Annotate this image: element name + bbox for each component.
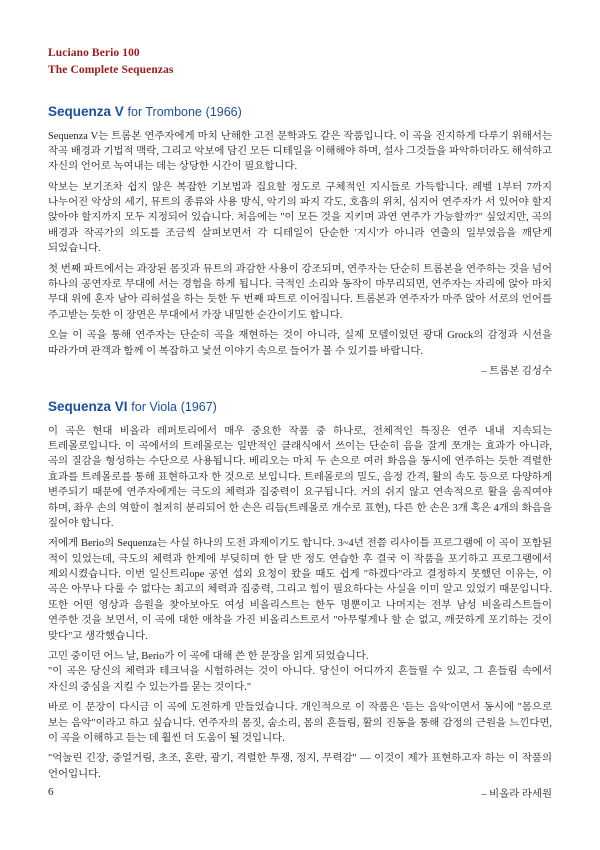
section-title-main: Sequenza VI <box>48 399 128 415</box>
paragraph: 이 곡은 현대 비올라 레퍼토리에서 매우 중요한 작품 중 하나로, 전체적인 특징은 연주 내내 지속되는 트레몰로입니다. 이 곡에서의 트레몰로는 일반적인 클래식에서 쓰이는 단순히 음을 잘게 쪼개는 효과가 아니라, 곡의 질감을 형성하는 수단으로 사용됩니다. 베리오는 마치 두 손으로 여러 화음을 동시에 연주하는 듯한 격렬한 효과를 트레몰로를 통해 표현하고자 한 것으로 보입니다. 트레몰로의 밀도, 음정 간격, 활의 속도 등으로 다양하게 변주되기 때문에 연주자에게는 극도의 체력과 집중력이 요구됩니다. 거의 쉬지 않고 연속적으로 활을 움직여야 하며, 좌우 손의 역할이 철저히 분리되어 한 손은 리듬(트레몰로 개수로 표현), 다른 한 손은 3개 혹은 4개의 화음을 짚어야 합니다. <box>48 425 552 529</box>
section-title-sub: for Trombone <box>127 105 202 120</box>
quote-block: "억눌린 긴장, 중얼거림, 초조, 혼란, 광기, 격렬한 투쟁, 정지, 무력감" — 이것이 제가 표현하고자 하는 이 작품의 언어입니다. <box>48 753 552 780</box>
quote-block: "이 곡은 당신의 체력과 테크닉을 시험하려는 것이 아니다. 당신이 어디까지 흔들릴 수 있고, 그 흔들림 속에서 자신의 중심을 지킬 수 있는가를 묻는 것이다." <box>48 666 552 693</box>
section-title-main: Sequenza V <box>48 104 124 120</box>
section-signature: – 비올라 라세원 <box>481 789 552 801</box>
section-title-sequenza-vi <box>48 399 552 415</box>
section-signature: – 트롬본 김성수 <box>481 366 552 377</box>
section-title-year: (1967) <box>180 400 217 415</box>
section-sequenza-vi <box>48 399 552 802</box>
paragraph: Sequenza V는 트롬본 연주자에게 마치 난해한 고전 문학과도 같은 작품입니다. 이 곡을 진지하게 다루기 위해서는 작곡 배경과 기법적 맥락, 그리고 악보에 담긴 모든 디테일을 이해해야 하며, 설사 그것들을 파악하더라도 해석하고 자신의 언어로 녹여내는 데는 상당한 시간이 필요합니다. <box>48 130 552 173</box>
section-sequenza-v <box>48 104 552 379</box>
section-spacer <box>48 383 552 399</box>
paragraph: 고민 중이던 어느 날, Berio가 이 곡에 대해 쓴 한 문장을 읽게 되었습니다. <box>48 651 369 663</box>
paragraph: 바로 이 문장이 다시금 이 곡에 도전하게 만들었습니다. 개인적으로 이 작품은 '듣는 음악'이면서 동시에 "몸으로 보는 음악"이라고 하고 싶습니다. 연주자의 몸짓, 숨소리, 몸의 흔들림, 활의 진동을 통해 감정의 근원을 느낀다면, 이 곡을 이해하고 듣는 데 훨씬 더 도움이 될 것입니다. <box>48 702 552 744</box>
paragraph: 저에게 Berio의 Sequenza는 사실 하나의 도전 과제이기도 합니다. 3~4년 전쯤 리사이틀 프로그램에 이 곡이 포함된 적이 있었는데, 극도의 체력과 한계에 부딪히며 한 달 반 정도 연습한 후 결국 이 작품을 포기하고 프로그램에서 제외시켰습니다. 이번 일신트리оре 공연 섭외 요청이 왔을 때도 쉽게 "하겠다"라고 결정하지 못했던 이유는, 이 곡은 아무나 다룰 수 없다는 최고의 체력과 집중력, 그리고 힘이 필요하다는 사실을 이미 알고 있었기 때문입니다. 또한 어떤 영상과 음원을 찾아보아도 여성 비올리스트는 한두 명뿐이고 나머지는 전부 남성 비올리스트들이 연주한 것을 보면서, 이 곡에 대한 애착을 가진 비올리스트로서 "아무렇게나 할 순 없고, 깨끗하게 포기하는 것이 맞다"고 생각했습니다. <box>48 538 552 642</box>
document-header <box>48 45 552 78</box>
paragraph: 오늘 이 곡을 통해 연주자는 단순히 곡을 재현하는 것이 아니라, 실제 모델이었던 광대 Grock의 감정과 시선을 따라가며 관객과 함께 이 복잡하고 낯선 이야기 속으로 들어가 볼 수 있기를 바랍니다. <box>48 330 552 357</box>
section-title-year: (1966) <box>205 105 242 120</box>
section-title-sequenza-v <box>48 104 552 120</box>
page-number: 6 <box>48 786 54 798</box>
paragraph: 첫 번째 파트에서는 과장된 몸짓과 뮤트의 과감한 사용이 강조되며, 연주자는 단순히 트롬본을 연주하는 것을 넘어 하나의 공연자로 무대에 서는 경험을 하게 됩니다. 극적인 소리와 동작이 마무리되면, 연주자는 자리에 앉아 마치 무대 위에 혼자 남아 리허설을 하는 듯한 두 번째 파트로 이어집니다. 트롬본과 연주자가 마주 앉아 서로의 언어를 주고받는 듯한 이 장면은 무대에서 가장 내밀한 순간이기도 합니다. <box>48 263 552 321</box>
header-line-2: The Complete Sequenzas <box>48 63 174 76</box>
header-line-1: Luciano Berio 100 <box>48 47 140 59</box>
paragraph: 악보는 보기조차 쉽지 않은 복잡한 기보법과 집요할 정도로 구체적인 지시들로 가득합니다. 레벨 1부터 7까지 나누어진 악상의 세기, 뮤트의 종류와 사용 방식, 악기의 파지 각도, 호흡의 위치, 심지어 연주자가 서 있어야 할지 앉아야 할지까지 모두 지정되어 있습니다. 처음에는 "이 모든 것을 지키며 과연 연주가 가능할까?" 싶었지만, 곡의 배경과 작곡가의 의도를 조금씩 살펴보면서 각 디테일이 단순한 '지시'가 아니라 연출의 일부였음을 깨닫게 되었습니다. <box>48 181 552 255</box>
section-title-sub: for Viola <box>131 400 177 415</box>
